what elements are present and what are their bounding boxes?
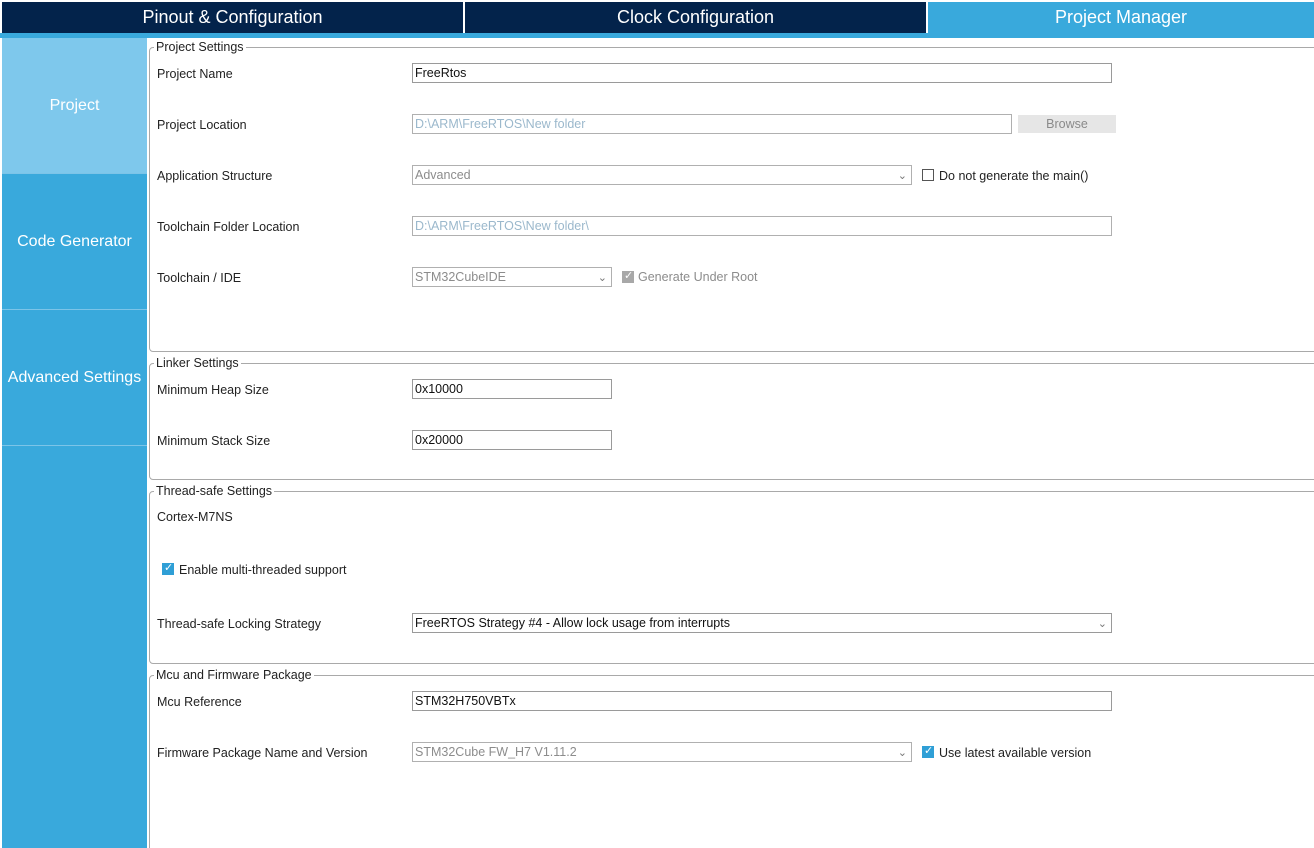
project-name-input[interactable]: FreeRtos: [412, 63, 1112, 83]
chevron-down-icon: ⌄: [597, 272, 607, 284]
firmware-package-select[interactable]: [412, 742, 912, 762]
locking-strategy-select[interactable]: [412, 613, 1112, 633]
linker-settings-group: [149, 356, 1314, 480]
top-tab-bar: [0, 0, 1314, 38]
tab-clock-configuration[interactable]: Clock Configuration: [465, 2, 926, 33]
enable-multithreaded-checkbox[interactable]: [162, 563, 174, 575]
checkmark-icon: ✓: [924, 745, 934, 757]
sidebar-item-code-generator[interactable]: Code Generator: [2, 174, 147, 310]
browse-button[interactable]: Browse: [1018, 115, 1116, 133]
thread-safe-settings-legend: Thread-safe Settings: [156, 484, 273, 498]
sidebar-item-advanced-settings[interactable]: Advanced Settings: [2, 310, 147, 446]
project-settings-group: [149, 40, 1314, 352]
tab-pinout-configuration[interactable]: Pinout & Configuration: [2, 2, 463, 33]
application-structure-select[interactable]: [412, 165, 912, 185]
checkmark-icon: ✓: [164, 562, 174, 574]
enable-multithreaded-label: Enable multi-threaded support: [179, 563, 347, 577]
minimum-heap-size-label: Minimum Heap Size: [157, 383, 269, 397]
core-name-label: Cortex-M7NS: [157, 510, 233, 524]
use-latest-version-label: Use latest available version: [939, 746, 1092, 760]
mcu-reference-label: Mcu Reference: [157, 695, 242, 709]
sidebar: [2, 38, 147, 848]
use-latest-version-checkbox[interactable]: [922, 746, 934, 758]
linker-settings-legend: Linker Settings: [156, 356, 239, 370]
minimum-stack-size-input[interactable]: 0x20000: [412, 430, 612, 450]
firmware-package-value: STM32Cube FW_H7 V1.11.2: [415, 745, 577, 759]
firmware-package-label: Firmware Package Name and Version: [157, 746, 368, 760]
sidebar-item-project[interactable]: Project: [2, 38, 147, 174]
toolchain-folder-label: Toolchain Folder Location: [157, 220, 300, 234]
chevron-down-icon: ⌄: [1097, 618, 1107, 630]
application-structure-value: Advanced: [415, 168, 471, 182]
project-location-label: Project Location: [157, 118, 247, 132]
toolchain-folder-input[interactable]: D:\ARM\FreeRTOS\New folder\: [412, 216, 1112, 236]
chevron-down-icon: ⌄: [897, 747, 907, 759]
locking-strategy-label: Thread-safe Locking Strategy: [157, 617, 321, 631]
toolchain-ide-value: STM32CubeIDE: [415, 270, 507, 284]
toolchain-ide-select[interactable]: [412, 267, 612, 287]
do-not-generate-main-checkbox[interactable]: [922, 169, 934, 181]
minimum-stack-size-label: Minimum Stack Size: [157, 434, 271, 448]
tab-project-manager[interactable]: Project Manager: [928, 2, 1314, 33]
checkmark-icon: ✓: [624, 270, 634, 282]
toolchain-ide-label: Toolchain / IDE: [157, 271, 242, 285]
generate-under-root-checkbox[interactable]: [622, 271, 634, 283]
project-settings-legend: Project Settings: [156, 40, 244, 54]
locking-strategy-value: FreeRTOS Strategy #4 - Allow lock usage from interrupts: [415, 616, 730, 630]
do-not-generate-main-label: Do not generate the main(): [939, 169, 1089, 183]
chevron-down-icon: ⌄: [897, 170, 907, 182]
generate-under-root-label: Generate Under Root: [638, 270, 758, 284]
tab-underline: [0, 33, 1314, 38]
project-location-input[interactable]: D:\ARM\FreeRTOS\New folder: [412, 114, 1012, 134]
minimum-heap-size-input[interactable]: 0x10000: [412, 379, 612, 399]
application-structure-label: Application Structure: [157, 169, 273, 183]
project-name-label: Project Name: [157, 67, 233, 81]
mcu-reference-input[interactable]: STM32H750VBTx: [412, 691, 1112, 711]
mcu-firmware-legend: Mcu and Firmware Package: [156, 668, 312, 682]
